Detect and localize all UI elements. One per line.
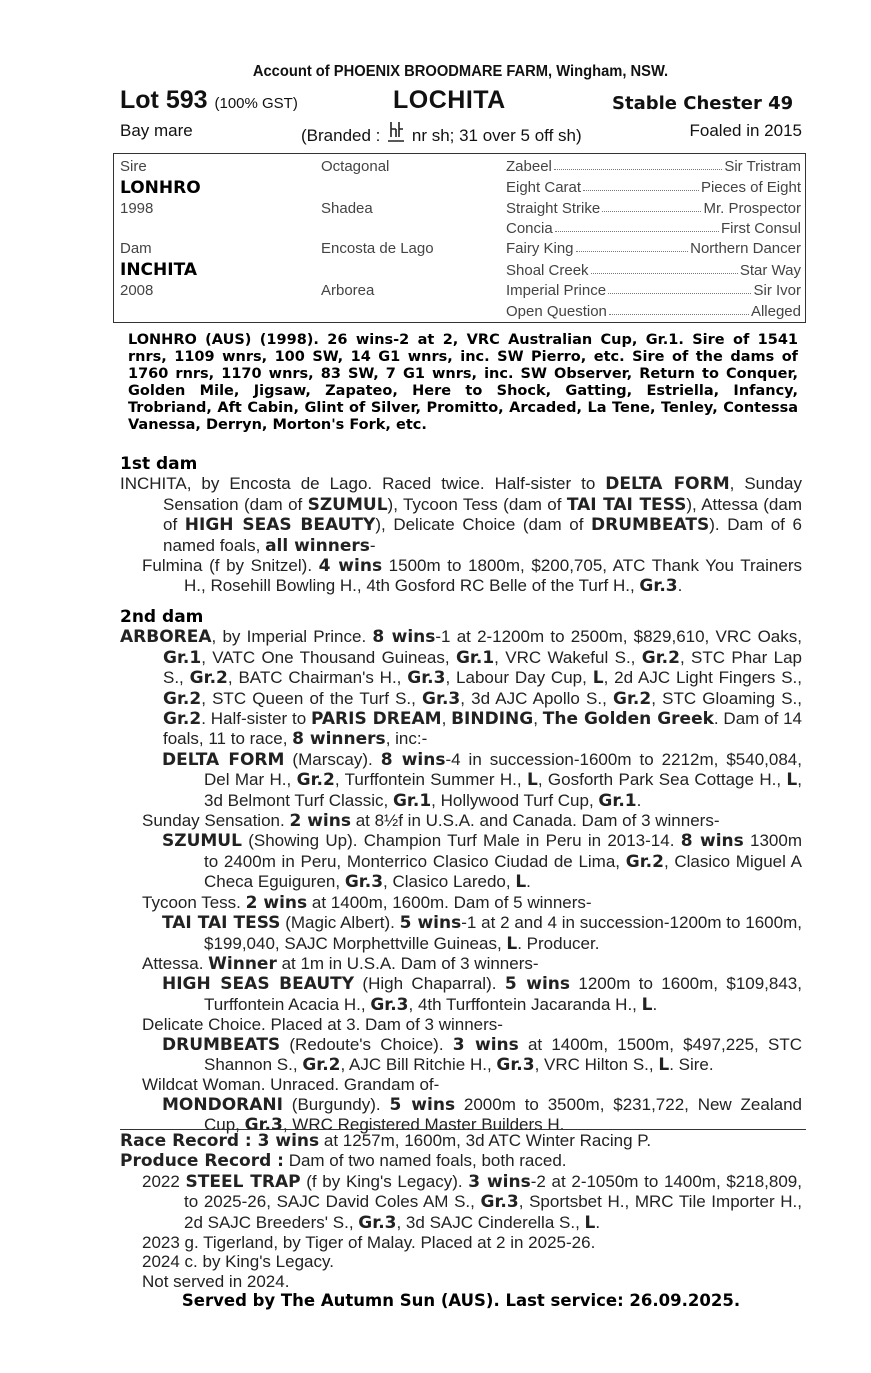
g3-right: Alleged: [750, 303, 801, 320]
text-run: , Gosforth Park Sea Cottage H.,: [537, 770, 787, 790]
progeny-entry: [120, 893, 802, 913]
text-run: , by Imperial Prince.: [211, 627, 373, 647]
progeny-entry: [120, 1015, 802, 1034]
g3-right: Northern Dancer: [690, 240, 801, 257]
bold-text: L: [641, 994, 653, 1015]
text-run: .: [526, 872, 531, 892]
bold-text: 8 wins: [372, 627, 436, 648]
bold-text: all winners: [265, 535, 370, 556]
served-note: Served by The Autumn Sun (AUS). Last service: 26.09.2025.: [181, 1291, 741, 1311]
sire-dam: Shadea: [321, 200, 373, 217]
g3-row: [506, 158, 801, 175]
bold-text: ARBOREA: [120, 627, 212, 648]
progeny-entry: [120, 1075, 802, 1094]
first-dam-para: [120, 474, 802, 556]
bold-text: 4 wins: [318, 556, 383, 577]
brand-mark-icon: [386, 121, 406, 143]
text-run: (Marscay).: [284, 749, 381, 769]
dam-sire: Encosta de Lago: [321, 240, 434, 257]
text-run: , 3d Belmont Turf Classic,: [204, 770, 802, 810]
text-run: (Redoute's Choice).: [280, 1034, 453, 1054]
produce-entry: [120, 1172, 802, 1233]
bold-text: Gr.2: [613, 688, 652, 709]
text-run: , Clasico Miguel A Checa Eguiguren,: [204, 851, 802, 892]
text-run: , Labour Day Cup,: [445, 668, 593, 688]
bold-text: Gr.3: [407, 668, 446, 689]
text-run: , WRC Registered Master Builders H.: [282, 1115, 565, 1135]
text-run: -1 at 2-1200m to 2500m, $829,610, VRC Oaks,: [435, 627, 802, 647]
bold-text: Race Record : 3 wins: [120, 1131, 320, 1151]
first-dam-heading: 1st dam: [120, 454, 198, 474]
bold-text: L: [592, 668, 604, 689]
bold-text: Gr.1: [163, 647, 202, 668]
g3-row: [506, 220, 801, 237]
bold-text: TAI TAI TESS: [162, 913, 281, 934]
bold-text: MONDORANI: [162, 1094, 283, 1115]
foaling-year: Foaled in 2015: [689, 121, 802, 140]
text-run: , Hollywood Turf Cup,: [431, 790, 599, 810]
produce-entry: [120, 1252, 802, 1271]
text-run: Wildcat Woman. Unraced. Grandam of-: [142, 1075, 440, 1095]
bold-text: DELTA FORM: [162, 749, 285, 770]
bold-text: Gr.1: [392, 790, 432, 811]
sire-summary: LONHRO (AUS) (1998). 26 wins-2 at 2, VRC Australian Cup, Gr.1. Sire of 1541 rnrs, 1109 wnrs, 100 SW, 14 G1 wnrs, inc. SW Pierro, etc. Sire of the dams of 1760 rnrs, 1170 wnrs, 83 SW, 7 G1 wnrs, inc. SW Observer, Return to Conquer, Golden Mile, Jigsaw, Zapateo, Here to Shock, Gatting, Estriella, Infancy, Trobriand, Aft Cabin, Glint of Silver, Promitto, Arcaded, La Tene, Tenley, Contessa Vanessa, Derryn, Morton's Fork, etc.: [128, 332, 798, 433]
g3-right: First Consul: [720, 220, 801, 237]
bold-text: HIGH SEAS BEAUTY: [162, 974, 355, 995]
divider: [120, 1129, 806, 1130]
progeny-entry: [120, 811, 802, 831]
bold-text: DELTA FORM: [605, 474, 730, 495]
bold-text: 5 wins: [504, 974, 570, 995]
g3-row: [506, 262, 801, 279]
text-run: -4 in succession-1600m to 2212m, $540,084, Del Mar H.,: [204, 749, 802, 790]
sire-sire: Octagonal: [321, 158, 390, 175]
bold-text: L: [515, 872, 527, 893]
bold-text: DRUMBEATS: [162, 1034, 281, 1055]
g3-right: Pieces of Eight: [700, 179, 801, 196]
text-run: 2023 g. Tigerland, by Tiger of Malay. Placed at 2 in 2025-26.: [142, 1233, 596, 1253]
text-run: 2024 c. by King's Legacy.: [142, 1252, 334, 1272]
bold-text: L: [526, 770, 538, 791]
bold-text: 3 wins: [468, 1171, 531, 1192]
text-run: ), Delicate Choice (dam of: [375, 515, 592, 535]
g3-row: [506, 179, 801, 196]
bold-text: PARIS DREAM: [310, 709, 442, 730]
produce-entry: [120, 1233, 802, 1252]
first-dam-section: [120, 455, 802, 597]
bold-text: 5 wins: [389, 1094, 456, 1115]
bold-text: Gr.2: [302, 1054, 341, 1075]
vendor-account: Account of PHOENIX BROODMARE FARM, Wingham, NSW.: [252, 63, 669, 80]
bold-text: Gr.3: [344, 872, 384, 893]
bold-text: Gr.2: [641, 647, 680, 668]
bold-text: Produce Record :: [120, 1151, 284, 1172]
bold-text: Gr.1: [598, 790, 637, 811]
bold-text: Gr.2: [189, 668, 228, 689]
bold-text: STEEL TRAP: [185, 1171, 301, 1192]
progeny-entry: [120, 750, 802, 811]
bold-text: 2 wins: [245, 892, 308, 913]
g3-left: Open Question: [506, 303, 607, 320]
text-run: , 3d AJC Apollo S.,: [460, 688, 614, 708]
brand-info: [301, 121, 582, 146]
horse-sex: Bay mare: [120, 121, 193, 140]
text-run: . Producer.: [517, 933, 600, 953]
text-run: (Burgundy).: [282, 1094, 390, 1114]
bold-text: The Golden Greek: [542, 709, 714, 730]
progeny-entry: [120, 954, 802, 974]
bold-text: 8 wins: [380, 749, 446, 770]
text-run: 1500m to 1800m, $200,705, ATC Thank You Trainers H., Rosehill Bowling H., 4th Gosford RC Belle of the Turf H.,: [184, 556, 802, 596]
text-run: Attessa.: [142, 953, 209, 973]
bold-text: Gr.2: [163, 688, 202, 709]
bold-text: L: [658, 1054, 670, 1075]
text-run: , AJC Bill Ritchie H.,: [340, 1054, 497, 1074]
text-run: .: [652, 994, 658, 1014]
lot-number: [120, 86, 298, 115]
bold-text: DRUMBEATS: [591, 515, 710, 536]
stable-location: Stable Chester 49: [612, 93, 794, 114]
bold-text: Gr.3: [358, 1212, 397, 1233]
bold-text: TAI TAI TESS: [566, 494, 687, 515]
bold-text: Gr.3: [244, 1115, 283, 1136]
sire-label: Sire: [120, 158, 147, 175]
g3-left: Straight Strike: [506, 200, 601, 217]
text-run: .: [636, 790, 642, 810]
text-run: at 1m in U.S.A. Dam of 3 winners-: [276, 953, 539, 973]
text-run: , 2d AJC Light Fingers S.,: [603, 668, 803, 688]
text-run: ,: [533, 709, 543, 729]
text-run: . Half-sister to: [201, 709, 311, 729]
horse-name: LOCHITA: [393, 86, 506, 114]
progeny-entry: [120, 556, 802, 597]
text-run: . Sire.: [669, 1054, 714, 1074]
bold-text: 5 wins: [399, 913, 462, 934]
dam-name: INCHITA: [120, 260, 198, 280]
produce-entry: [120, 1272, 802, 1291]
text-run: , inc:-: [385, 729, 428, 749]
text-run: (Magic Albert).: [280, 913, 400, 933]
text-run: at 1400m, 1500m, $497,225, STC Shannon S.,: [204, 1034, 802, 1074]
g3-row: [506, 303, 801, 320]
g3-left: Imperial Prince: [506, 282, 607, 299]
sire-name: LONHRO: [120, 178, 201, 198]
bold-text: Gr.2: [625, 851, 664, 872]
text-run: ), Tycoon Tess (dam of: [387, 494, 567, 514]
g3-right: Star Way: [739, 262, 801, 279]
bold-text: Gr.3: [639, 576, 678, 597]
text-run: 2022: [142, 1171, 186, 1191]
grand-progeny-entry: [120, 1035, 802, 1076]
text-run: , VRC Wakeful S.,: [494, 647, 642, 667]
text-run: 1200m to 1600m, $109,843, Turffontein Acacia H.,: [204, 974, 802, 1014]
g3-left: Fairy King: [506, 240, 574, 257]
bold-text: L: [506, 933, 518, 954]
produce-record: [120, 1151, 802, 1171]
text-run: INCHITA, by Encosta de Lago. Raced twice. Half-sister to: [120, 474, 606, 494]
second-dam-heading: 2nd dam: [120, 607, 204, 627]
text-run: at 1257m, 1600m, 3d ATC Winter Racing P.: [319, 1131, 652, 1150]
text-run: Fulmina (f by Snitzel).: [142, 556, 319, 576]
text-run: , STC Phar Lap S.,: [163, 647, 802, 688]
race-record: [120, 1131, 802, 1151]
text-run: Sunday Sensation.: [142, 811, 290, 831]
text-run: ,: [441, 709, 452, 729]
text-run: , Clasico Laredo,: [383, 872, 516, 892]
text-run: Not served in 2024.: [142, 1271, 290, 1291]
text-run: , 4th Turffontein Jacaranda H.,: [408, 994, 642, 1014]
records-section: [120, 1131, 802, 1311]
brand-suffix: nr sh; 31 over 5 off sh): [411, 126, 582, 145]
text-run: , Sportsbet H., MRC Tile Importer H., 2d SAJC Breeders' S.,: [184, 1192, 802, 1232]
text-run: .: [677, 576, 683, 596]
text-run: -1 at 2 and 4 in succession-1200m to 1600m, $199,040, SAJC Morphettville Guineas,: [204, 913, 802, 953]
text-run: -2 at 2-1050m to 1400m, $218,809, to 2025-26, SAJC David Coles AM S.,: [184, 1171, 802, 1212]
bold-text: Gr.3: [480, 1192, 519, 1213]
bold-text: 3 wins: [452, 1034, 519, 1055]
text-run: , VRC Hilton S.,: [534, 1054, 659, 1074]
bold-text: SZUMUL: [162, 831, 242, 852]
bold-text: Gr.2: [163, 709, 202, 730]
lot-label: Lot 593: [120, 86, 208, 114]
g3-row: [506, 282, 801, 299]
bold-text: Gr.2: [296, 770, 335, 791]
g3-left: Shoal Creek: [506, 262, 589, 279]
text-run: -: [369, 535, 376, 555]
dam-label: Dam: [120, 240, 152, 257]
g3-right: Mr. Prospector: [703, 200, 801, 217]
grand-progeny-entry: [120, 831, 802, 892]
text-run: ). Dam of 6 named foals,: [163, 515, 802, 555]
pedigree-table: [113, 153, 806, 323]
text-run: , VATC One Thousand Guineas,: [201, 647, 456, 667]
text-run: at 8½f in U.S.A. and Canada. Dam of 3 winners-: [350, 811, 720, 831]
text-run: (f by King's Legacy).: [300, 1171, 469, 1191]
g3-left: Zabeel: [506, 158, 552, 175]
bold-text: L: [786, 770, 798, 791]
text-run: , STC Gloaming S.,: [651, 688, 802, 708]
bold-text: L: [584, 1212, 596, 1233]
text-run: ), Attessa (dam of: [163, 494, 802, 535]
g3-right: Sir Tristram: [724, 158, 801, 175]
sire-year: 1998: [120, 200, 154, 217]
text-run: 2000m to 3500m, $231,722, New Zealand Cup,: [204, 1094, 802, 1135]
bold-text: Gr.3: [370, 994, 409, 1015]
text-run: , Turffontein Summer H.,: [334, 770, 527, 790]
dam-dam: Arborea: [321, 282, 375, 299]
text-run: Delicate Choice. Placed at 3. Dam of 3 winners-: [142, 1015, 503, 1035]
bold-text: 8 wins: [680, 831, 744, 852]
brand-prefix: (Branded :: [301, 126, 381, 145]
g3-row: [506, 200, 801, 217]
grand-progeny-entry: [120, 974, 802, 1015]
g3-left: Concia: [506, 220, 553, 237]
second-dam-section: [120, 608, 802, 1136]
text-run: , BATC Chairman's H.,: [227, 668, 408, 688]
text-run: . Dam of 14 foals, 11 to race,: [163, 709, 802, 749]
text-run: .: [595, 1212, 601, 1232]
text-run: Dam of two named foals, both raced.: [283, 1151, 567, 1171]
g3-row: [506, 240, 801, 257]
bold-text: Gr.3: [496, 1054, 535, 1075]
text-run: 1300m to 2400m in Peru, Monterrico Clasico Ciudad de Lima,: [204, 831, 802, 871]
g3-left: Eight Carat: [506, 179, 582, 196]
grand-progeny-entry: [120, 913, 802, 954]
bold-text: SZUMUL: [307, 494, 388, 515]
g3-right: Sir Ivor: [753, 282, 801, 299]
text-run: , Sunday Sensation (dam of: [163, 474, 802, 514]
text-run: (Showing Up). Champion Turf Male in Peru in 2013-14.: [241, 831, 681, 851]
bold-text: Winner: [208, 953, 277, 974]
bold-text: 2 wins: [289, 811, 351, 832]
second-dam-para: [120, 627, 802, 749]
bold-text: Gr.3: [422, 688, 461, 709]
text-run: at 1400m, 1600m. Dam of 5 winners-: [307, 892, 592, 912]
bold-text: Gr.1: [455, 647, 495, 668]
text-run: , STC Queen of the Turf S.,: [201, 688, 423, 708]
bold-text: 8 winners: [292, 729, 386, 750]
text-run: (High Chaparral).: [354, 974, 505, 994]
dam-year: 2008: [120, 282, 154, 299]
gst-note: (100% GST): [214, 95, 298, 112]
bold-text: HIGH SEAS BEAUTY: [184, 515, 376, 536]
text-run: , 3d SAJC Cinderella S.,: [396, 1212, 585, 1232]
text-run: Tycoon Tess.: [142, 892, 246, 912]
bold-text: BINDING: [451, 709, 534, 730]
